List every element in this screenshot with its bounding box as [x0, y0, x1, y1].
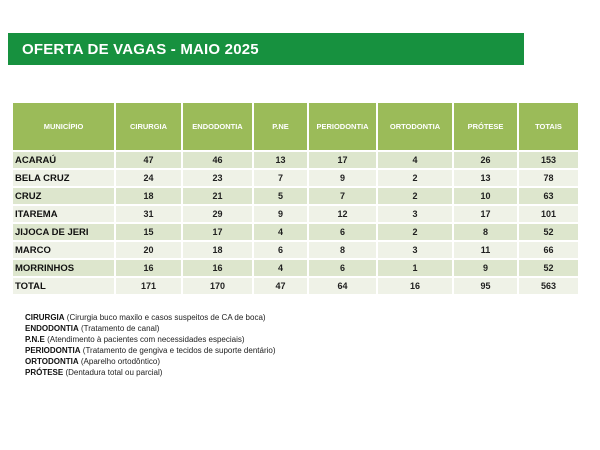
value-cell-periodontia: 6	[309, 224, 376, 240]
value-cell-cirurgia: 171	[116, 278, 181, 294]
value-cell-protese: 8	[454, 224, 517, 240]
value-cell-protese: 9	[454, 260, 517, 276]
value-cell-p-ne: 7	[254, 170, 307, 186]
value-cell-cirurgia: 47	[116, 152, 181, 168]
legend-term: PRÓTESE	[25, 368, 64, 377]
value-cell-p-ne: 13	[254, 152, 307, 168]
table-row-total	[13, 278, 578, 294]
value-cell-endodontia: 17	[183, 224, 252, 240]
legend-term: CIRURGIA	[25, 313, 65, 322]
municipio-cell: MARCO	[13, 242, 114, 258]
value-cell-totais: 52	[519, 224, 578, 240]
value-cell-endodontia: 170	[183, 278, 252, 294]
column-header-ortodontia: ORTODONTIA	[378, 103, 452, 150]
value-cell-protese: 17	[454, 206, 517, 222]
column-header-endodontia: ENDODONTIA	[183, 103, 252, 150]
municipio-cell: MORRINHOS	[13, 260, 114, 276]
legend-description: (Atendimento à pacientes com necessidades especiais)	[47, 335, 245, 344]
table-header-row	[13, 103, 578, 150]
title-bar	[8, 33, 524, 65]
legend-line-endodontia	[25, 323, 276, 334]
value-cell-periodontia: 12	[309, 206, 376, 222]
value-cell-ortodontia: 1	[378, 260, 452, 276]
value-cell-p-ne: 47	[254, 278, 307, 294]
value-cell-periodontia: 64	[309, 278, 376, 294]
value-cell-periodontia: 8	[309, 242, 376, 258]
value-cell-endodontia: 46	[183, 152, 252, 168]
value-cell-ortodontia: 2	[378, 224, 452, 240]
value-cell-endodontia: 23	[183, 170, 252, 186]
legend-term: ENDODONTIA	[25, 324, 79, 333]
legend-term: PERIODONTIA	[25, 346, 81, 355]
legend-line-p-n-e	[25, 334, 276, 345]
value-cell-periodontia: 9	[309, 170, 376, 186]
value-cell-ortodontia: 2	[378, 170, 452, 186]
table-row-cruz	[13, 188, 578, 204]
value-cell-p-ne: 6	[254, 242, 307, 258]
column-header-periodontia: PERIODONTIA	[309, 103, 376, 150]
value-cell-endodontia: 16	[183, 260, 252, 276]
value-cell-endodontia: 29	[183, 206, 252, 222]
column-header-municipio: MUNICÍPIO	[13, 103, 114, 150]
value-cell-ortodontia: 2	[378, 188, 452, 204]
municipio-cell: ITAREMA	[13, 206, 114, 222]
value-cell-protese: 26	[454, 152, 517, 168]
column-header-protese: PRÓTESE	[454, 103, 517, 150]
value-cell-totais: 66	[519, 242, 578, 258]
value-cell-p-ne: 5	[254, 188, 307, 204]
value-cell-ortodontia: 3	[378, 242, 452, 258]
legend-description: (Cirurgia buco maxilo e casos suspeitos de CA de boca)	[66, 313, 266, 322]
page-title: OFERTA DE VAGAS - MAIO 2025	[22, 40, 259, 58]
value-cell-cirurgia: 24	[116, 170, 181, 186]
value-cell-cirurgia: 20	[116, 242, 181, 258]
value-cell-p-ne: 4	[254, 224, 307, 240]
table-row-bela-cruz	[13, 170, 578, 186]
value-cell-p-ne: 9	[254, 206, 307, 222]
value-cell-cirurgia: 18	[116, 188, 181, 204]
value-cell-ortodontia: 3	[378, 206, 452, 222]
column-header-totais: TOTAIS	[519, 103, 578, 150]
legend-line-protese	[25, 367, 276, 378]
legend-line-cirurgia	[25, 312, 276, 323]
value-cell-cirurgia: 16	[116, 260, 181, 276]
municipio-cell: JIJOCA DE JERI	[13, 224, 114, 240]
municipio-cell: TOTAL	[13, 278, 114, 294]
value-cell-ortodontia: 16	[378, 278, 452, 294]
value-cell-ortodontia: 4	[378, 152, 452, 168]
table-row-morrinhos	[13, 260, 578, 276]
vagas-table	[11, 101, 580, 296]
table-row-itarema	[13, 206, 578, 222]
value-cell-totais: 78	[519, 170, 578, 186]
value-cell-protese: 11	[454, 242, 517, 258]
value-cell-cirurgia: 15	[116, 224, 181, 240]
legend-term: P.N.E	[25, 335, 45, 344]
value-cell-periodontia: 6	[309, 260, 376, 276]
legend-description: (Aparelho ortodôntico)	[80, 357, 161, 366]
value-cell-totais: 63	[519, 188, 578, 204]
value-cell-periodontia: 17	[309, 152, 376, 168]
municipio-cell: BELA CRUZ	[13, 170, 114, 186]
legend-line-ortodontia	[25, 356, 276, 367]
value-cell-endodontia: 18	[183, 242, 252, 258]
value-cell-totais: 101	[519, 206, 578, 222]
value-cell-p-ne: 4	[254, 260, 307, 276]
legend-description: (Tratamento de gengiva e tecidos de suporte dentário)	[82, 346, 276, 355]
table-row-jijoca-de-jeri	[13, 224, 578, 240]
legend-line-periodontia	[25, 345, 276, 356]
value-cell-totais: 153	[519, 152, 578, 168]
municipio-cell: CRUZ	[13, 188, 114, 204]
municipio-cell: ACARAÚ	[13, 152, 114, 168]
legend	[25, 312, 276, 378]
value-cell-endodontia: 21	[183, 188, 252, 204]
legend-description: (Tratamento de canal)	[81, 324, 160, 333]
value-cell-periodontia: 7	[309, 188, 376, 204]
value-cell-totais: 563	[519, 278, 578, 294]
value-cell-totais: 52	[519, 260, 578, 276]
value-cell-protese: 13	[454, 170, 517, 186]
column-header-cirurgia: CIRURGIA	[116, 103, 181, 150]
legend-term: ORTODONTIA	[25, 357, 79, 366]
value-cell-protese: 10	[454, 188, 517, 204]
value-cell-protese: 95	[454, 278, 517, 294]
column-header-p-ne: P.NE	[254, 103, 307, 150]
table-row-acarau	[13, 152, 578, 168]
legend-description: (Dentadura total ou parcial)	[65, 368, 163, 377]
value-cell-cirurgia: 31	[116, 206, 181, 222]
table-row-marco	[13, 242, 578, 258]
